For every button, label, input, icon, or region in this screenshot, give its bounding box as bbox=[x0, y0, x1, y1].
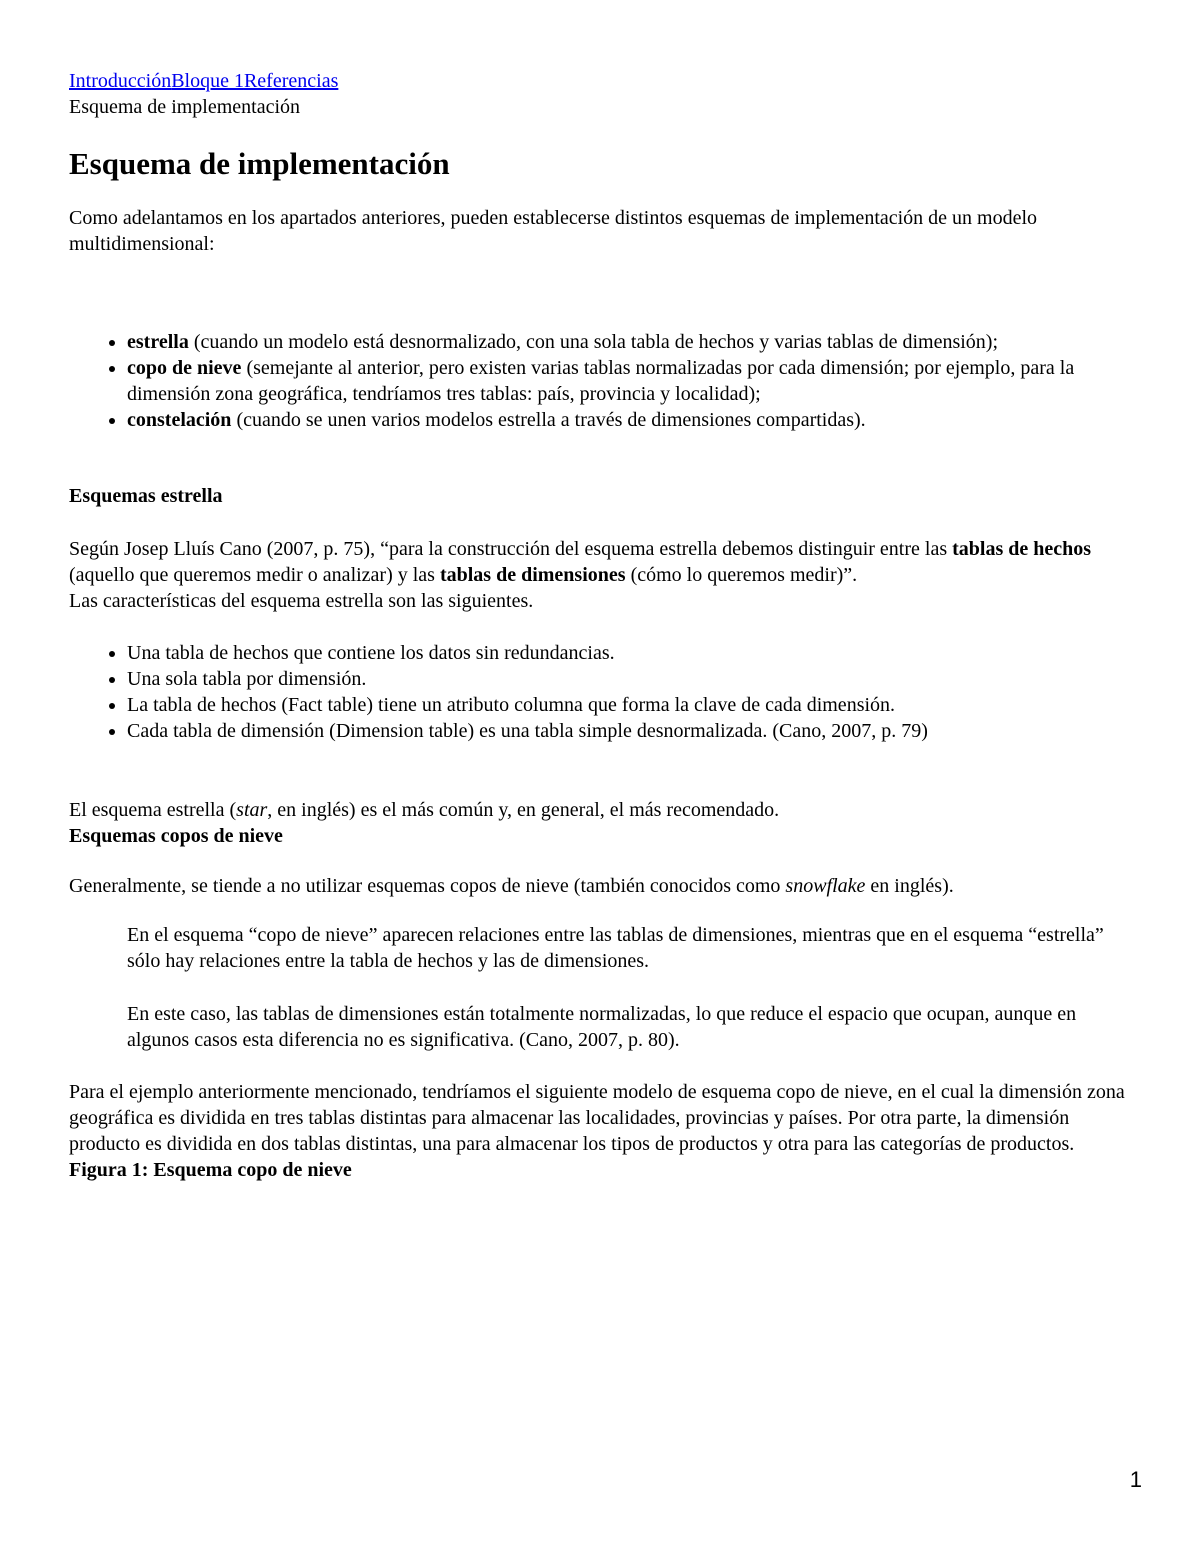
quote-bold-term: tablas de dimensiones bbox=[439, 564, 626, 586]
scheme-description: (cuando se unen varios modelos estrella a través de dimensiones compartidas). bbox=[231, 409, 866, 431]
paragraph-text: El esquema estrella ( bbox=[69, 799, 237, 821]
page-number: 1 bbox=[1129, 1467, 1142, 1492]
blockquote-normalized: En este caso, las tablas de dimensiones están totalmente normalizadas, lo que reduce el espacio que ocupan, aunque en algunos casos esta diferencia no es significativa. (Cano, 2007, p. 80). bbox=[127, 1003, 1077, 1051]
paragraph-text: en inglés). bbox=[865, 875, 954, 897]
example-paragraph: Para el ejemplo anteriormente mencionado, tendríamos el siguiente modelo de esquema copo de nieve, en el cual la dimensión zona geográfica es dividida en tres tablas distintas para almacenar las localidades, provincias y países. Por otra parte, la dimensión producto es dividida en dos tablas distintas, una para almacenar los tipos de productos y otra para las categorías de productos. bbox=[69, 1081, 1125, 1155]
list-item bbox=[127, 407, 1139, 433]
star-common-paragraph bbox=[69, 797, 1139, 823]
scheme-term: copo de nieve bbox=[127, 357, 242, 379]
breadcrumb-link-bloque-1[interactable]: Bloque 1 bbox=[171, 70, 244, 92]
quote-text: Según Josep Lluís Cano (2007, p. 75), “para la construcción del esquema estrella debemos distinguir entre las bbox=[69, 538, 953, 560]
blockquote-relations: En el esquema “copo de nieve” aparecen relaciones entre las tablas de dimensiones, mientras que en el esquema “estrella” sólo hay relaciones entre la tabla de hechos y las de dimensiones. bbox=[127, 924, 1104, 972]
list-item: • Cada tabla de dimensión (Dimension table) es una tabla simple desnormalizada. (Cano, 2007, p. 79) bbox=[127, 718, 1139, 744]
figure-caption: Figura 1: Esquema copo de nieve bbox=[69, 1159, 352, 1181]
document-page bbox=[69, 68, 1139, 1183]
breadcrumb-link-referencias[interactable]: Referencias bbox=[243, 70, 339, 92]
paragraph-text: , en inglés) es el más común y, en general, el más recomendado. bbox=[267, 799, 780, 821]
italic-term: snowflake bbox=[785, 875, 866, 897]
section-heading-estrella: Esquemas estrella bbox=[69, 485, 223, 507]
list-item bbox=[127, 329, 1139, 355]
list-item: • La tabla de hechos (Fact table) tiene un atributo columna que forma la clave de cada dimensión. bbox=[127, 692, 1139, 718]
page-title: Esquema de implementación bbox=[69, 146, 450, 181]
list-item bbox=[127, 355, 1139, 407]
breadcrumb-current: Esquema de implementación bbox=[69, 96, 301, 118]
scheme-description: (cuando un modelo está desnormalizado, con una sola tabla de hechos y varias tablas de dimensión); bbox=[188, 331, 999, 353]
paragraph-text: Generalmente, se tiende a no utilizar esquemas copos de nieve (también conocidos como bbox=[69, 875, 786, 897]
scheme-term: estrella bbox=[127, 331, 189, 353]
features-intro: Las características del esquema estrella son las siguientes. bbox=[69, 590, 534, 612]
cano-quote-paragraph bbox=[69, 536, 1139, 588]
snowflake-general-paragraph bbox=[69, 873, 1139, 899]
intro-paragraph: Como adelantamos en los apartados anteriores, pueden establecerse distintos esquemas de implementación de un modelo multidimensional: bbox=[69, 207, 1038, 255]
breadcrumb bbox=[69, 68, 1139, 94]
schemes-list bbox=[69, 329, 1139, 433]
list-item: • Una tabla de hechos que contiene los datos sin redundancias. bbox=[127, 640, 1139, 666]
section-heading-copos-de-nieve: Esquemas copos de nieve bbox=[69, 825, 283, 847]
list-item: • Una sola tabla por dimensión. bbox=[127, 666, 1139, 692]
scheme-term: constelación bbox=[127, 409, 232, 431]
breadcrumb-link-introduccion[interactable]: Introducción bbox=[69, 70, 172, 92]
quote-text: (cómo lo queremos medir)”. bbox=[625, 564, 858, 586]
features-list bbox=[69, 640, 1139, 744]
scheme-description: (semejante al anterior, pero existen varias tablas normalizadas por cada dimensión; por ejemplo, para la dimensión zona geográfica, tendríamos tres tablas: país, provincia y localidad); bbox=[127, 357, 1075, 405]
quote-text: (aquello que queremos medir o analizar) y las bbox=[69, 564, 440, 586]
quote-bold-term: tablas de hechos bbox=[952, 538, 1092, 560]
italic-term: star bbox=[236, 799, 268, 821]
